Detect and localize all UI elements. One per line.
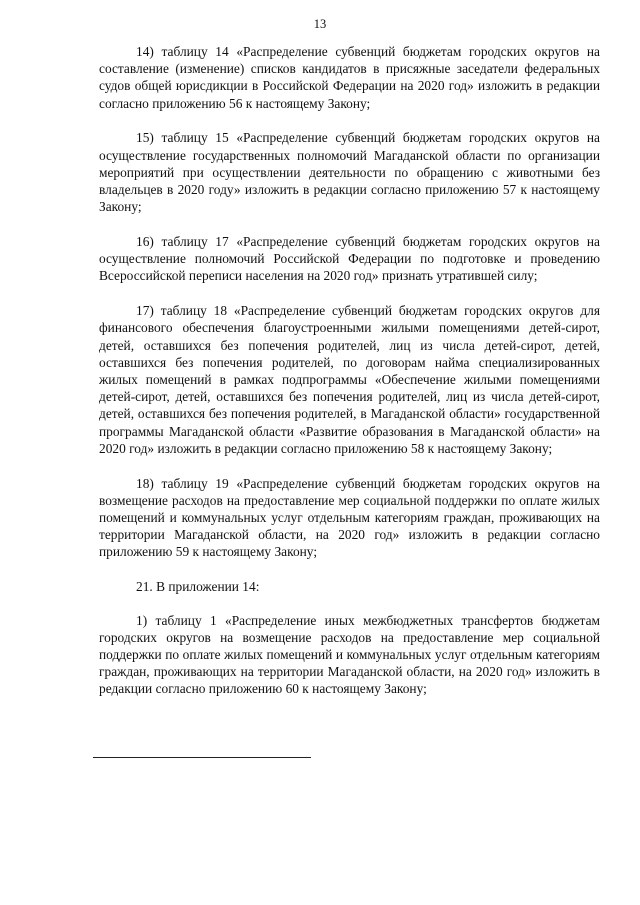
document-body (99, 43, 600, 715)
section-heading-21: 21. В приложении 14: (136, 579, 260, 595)
paragraph-item-17: 17) таблицу 18 «Распределение субвенций бюджетам городских округов для финансового обеспечения благоустроенными жилыми помещениями детей-сирот, детей, оставшихся без попечения родителей, лиц из числа детей-сирот, детей, оставшихся без попечения родителей, по договорам найма специализированных жилых помещений в рамках подпрограммы «Обеспечение жилыми помещениями детей-сирот, детей, оставшихся без попечения родителей, лиц из числа детей-сирот, детей, оставшихся без попечения родителей, в Магаданской области» государственной программы Магаданской области «Развитие образования в Магаданской области» на 2020 год» изложить в редакции согласно приложению 58 к настоящему Закону; (99, 303, 600, 456)
paragraph-item-14: 14) таблицу 14 «Распределение субвенций бюджетам городских округов на составление (изменение) списков кандидатов в присяжные заседатели федеральных судов общей юрисдикции в Российской Федерации на 2020 год» изложить в редакции согласно приложению 56 к настоящему Закону; (99, 44, 600, 111)
page-number: 13 (313, 17, 327, 31)
footnote-separator-line (93, 757, 311, 758)
paragraph-item-1: 1) таблицу 1 «Распределение иных межбюджетных трансфертов бюджетам городских округов на возмещение расходов на предоставление мер социальной поддержки по оплате жилых помещений и коммунальных услуг отдельным категориям граждан, проживающих на территории Магаданской области, на 2020 год» изложить в редакции согласно приложению 60 к настоящему Закону; (99, 612, 600, 697)
paragraph-item-18: 18) таблицу 19 «Распределение субвенций бюджетам городских округов на возмещение расходов на предоставление мер социальной поддержки по оплате жилых помещений и коммунальных услуг отдельным категориям граждан, проживающих на территории Магаданской области, на 2020 год» изложить в редакции согласно приложению 59 к настоящему Закону; (99, 475, 600, 560)
paragraph-item-16: 16) таблицу 17 «Распределение субвенций бюджетам городских округов на осуществление полномочий Российской Федерации по подготовке и проведению Всероссийской переписи населения на 2020 год» признать утратившей силу; (99, 234, 600, 284)
paragraph-item-15: 15) таблицу 15 «Распределение субвенций бюджетам городских округов на осуществление государственных полномочий Магаданской области по организации мероприятий при осуществлении деятельности по обращению с животными без владельцев в 2020 году» изложить в редакции согласно приложению 57 к настоящему Закону; (99, 130, 600, 215)
